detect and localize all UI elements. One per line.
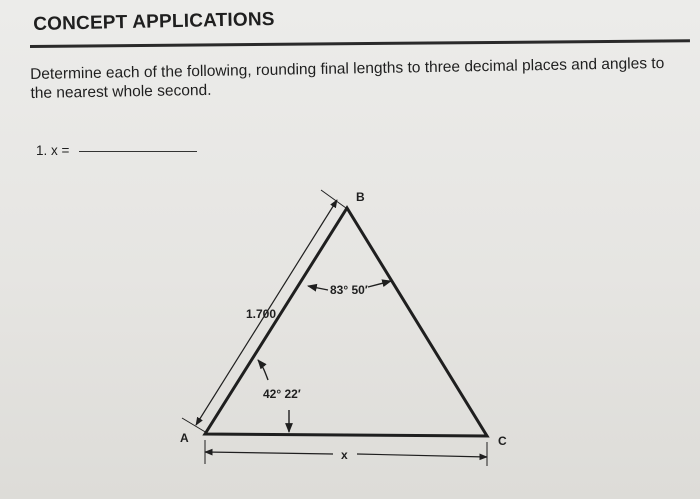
angle-b-arrow-right: [368, 281, 391, 287]
base-x-label: x: [341, 448, 348, 462]
base-dimension-right: [357, 454, 487, 457]
angle-a-arrow-upper: [258, 360, 268, 380]
section-title: CONCEPT APPLICATIONS: [33, 8, 275, 35]
angle-b-label: 83° 50′: [330, 283, 368, 297]
instructions-text: Determine each of the following, rounding final lengths to three decimal places and angles to the nearest whole second.: [30, 54, 665, 102]
vertex-a-label: A: [180, 431, 189, 445]
base-dimension-left: [205, 452, 333, 454]
angle-b-arrow-left: [308, 286, 328, 290]
problem-number: 1.: [36, 143, 48, 158]
vertex-c-label: C: [498, 434, 507, 448]
vertex-b-label: B: [356, 190, 365, 204]
triangle-shape: [205, 208, 487, 436]
problem-variable: x =: [51, 143, 70, 158]
angle-a-label: 42° 22′: [263, 387, 301, 401]
side-ab-length-label: 1.700: [246, 307, 277, 321]
